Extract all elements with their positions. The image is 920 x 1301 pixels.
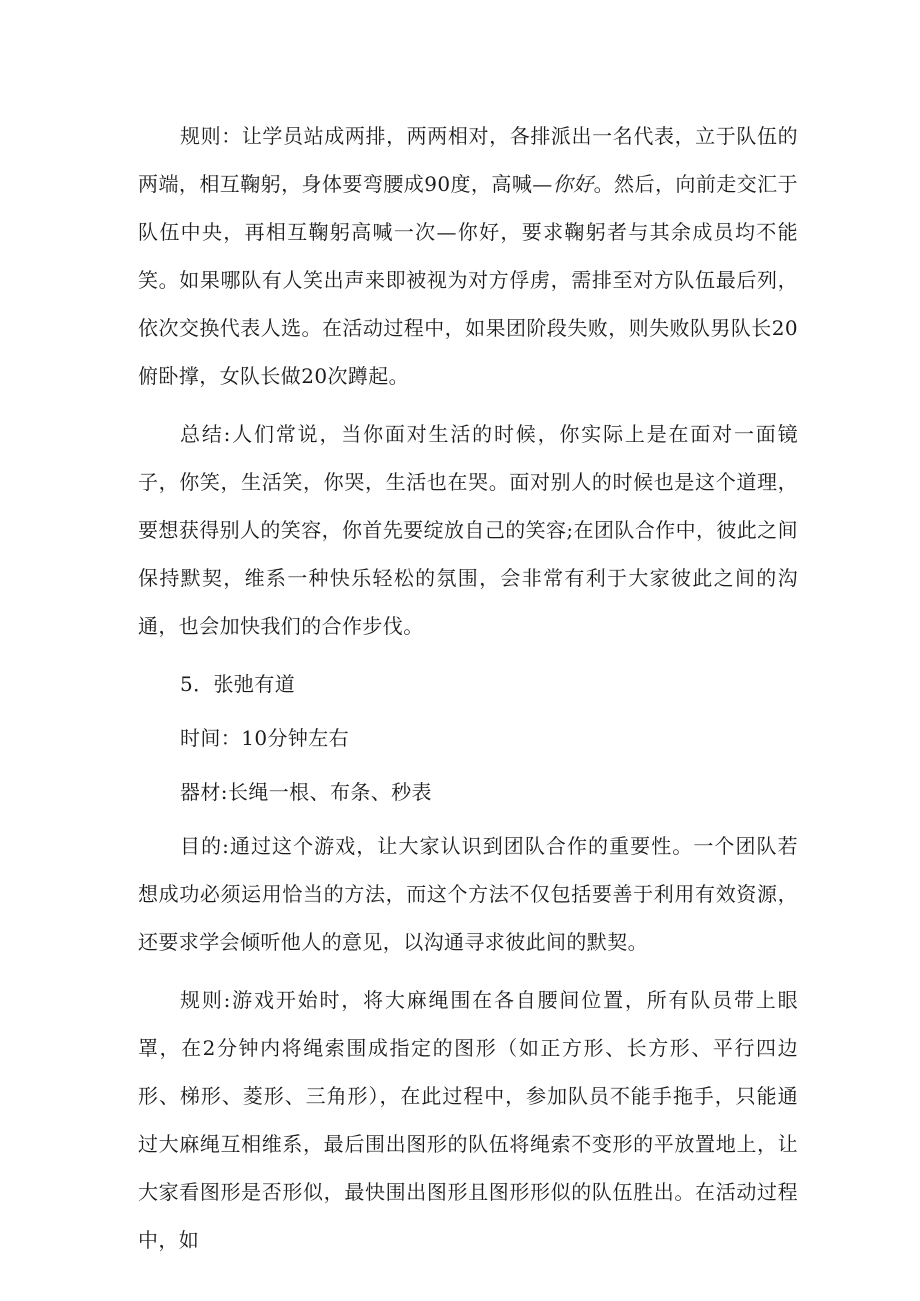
equipment-line: 器材:长绳一根、布条、秒表	[180, 780, 432, 804]
time-line: 时间：10分钟左右	[180, 726, 350, 750]
document-body	[138, 112, 798, 1274]
section-title: 5．张弛有道	[180, 672, 296, 696]
rules-text-italic-greeting: 你好	[552, 172, 594, 196]
rules-paragraph-1	[138, 112, 798, 400]
summary-paragraph: 总结:人们常说，当你面对生活的时候，你实际上是在面对一面镜子，你笑，生活笑，你哭，生活也在哭。面对别人的时候也是这个道理，要想获得别人的笑容，你首先要绽放自己的笑容;在团队合作中，彼此之间保持默契，维系一种快乐轻松的氛围，会非常有利于大家彼此之间的沟通，也会加快我们的合作步伐。	[138, 422, 798, 638]
purpose-paragraph: 目的:通过这个游戏，让大家认识到团队合作的重要性。一个团队若想成功必须运用恰当的方法，而这个方法不仅包括要善于利用有效资源，还要求学会倾听他人的意见，以沟通寻求彼此间的默契。	[138, 834, 798, 954]
rules-text-part-a: 规则：让学员站成两排，两两相对，各排派出一名代表，立于队伍的两端，相互鞠躬，身体要弯腰成90度，高喊—	[138, 124, 798, 196]
rules-text-part-b: 。然后，向前走交汇于队伍中央，再相互鞠躬高喊一次—你好，要求鞠躬者与其余成员均不能笑。如果哪队有人笑出声来即被视为对方俘虏，需排至对方队伍最后列，依次交换代表人选。在活动过程中，如果团阶段失败，则失败队男队长20俯卧撑，女队长做20次蹲起。	[138, 172, 798, 388]
rules-paragraph-2: 规则:游戏开始时，将大麻绳围在各自腰间位置，所有队员带上眼罩，在2分钟内将绳索围成指定的图形（如正方形、长方形、平行四边形、梯形、菱形、三角形），在此过程中，参加队员不能手拖手，只能通过大麻绳互相维系，最后围出图形的队伍将绳索不变形的平放置地上，让大家看图形是否形似，最快围出图形且图形形似的队伍胜出。在活动过程中，如	[138, 988, 798, 1252]
